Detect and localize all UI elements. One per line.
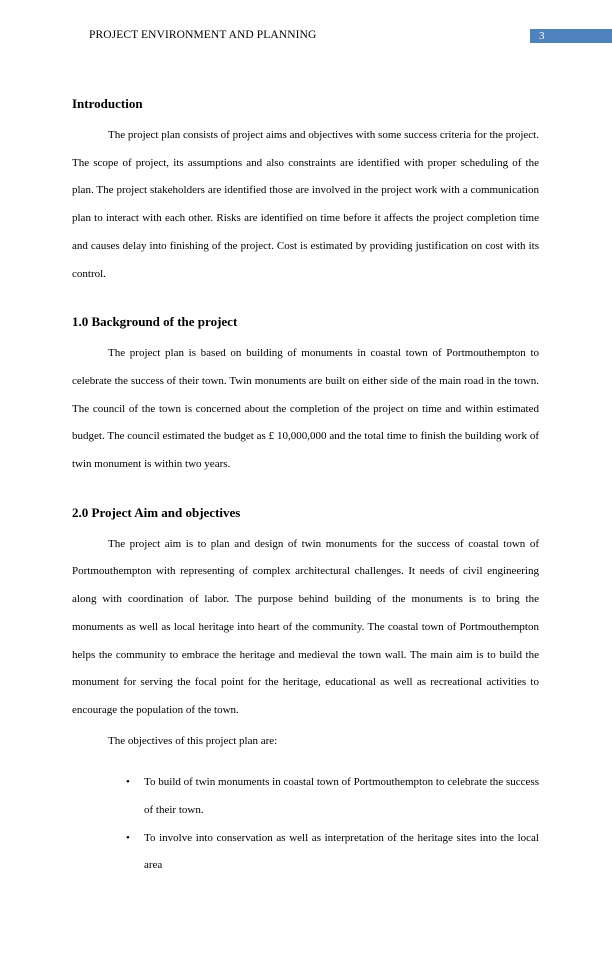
document-body: [72, 94, 539, 880]
bullet-icon: •: [126, 831, 130, 844]
aims-paragraph: The project aim is to plan and design of twin monuments for the success of coastal town of Portmouthempton with representing of complex architectural challenges. It needs of civil engineering along with coordination of labor. The purpose behind building of the monuments is to bring the monuments as well as local heritage into heart of the community. The coastal town of Portmouthempton helps the community to embrace the heritage and medieval the town wall. The main aim is to build the monument for serving the focal point for the heritage, educational as well as recreational activities to encourage the population of the town.: [72, 537, 539, 716]
background-heading: 1.0 Background of the project: [72, 314, 238, 330]
background-section: [72, 312, 539, 479]
page-number: 3: [530, 29, 612, 43]
list-item: [72, 825, 539, 880]
introduction-paragraph: The project plan consists of project aims and objectives with some success criteria for the project. The scope of project, its assumptions and also constraints are identified with proper scheduling of the plan. The project stakeholders are identified those are involved in the project work with a communication plan to interact with each other. Risks are identified on time before it affects the project completion time and causes delay into finishing of the project. Cost is estimated by providing justification on cost with its control.: [72, 129, 539, 280]
list-item: [72, 769, 539, 824]
introduction-section: [72, 94, 539, 288]
bullet-icon: •: [126, 776, 130, 789]
running-head: PROJECT ENVIRONMENT AND PLANNING: [89, 29, 317, 41]
aims-section: [72, 503, 539, 880]
objective-text: To involve into conservation as well as interpretation of the heritage sites into the local area: [144, 831, 539, 872]
objective-text: To build of twin monuments in coastal town of Portmouthempton to celebrate the success of their town.: [144, 776, 539, 817]
objectives-list: [72, 769, 539, 880]
introduction-heading: Introduction: [72, 96, 143, 111]
background-paragraph: The project plan is based on building of monuments in coastal town of Portmouthempton to celebrate the success of their town. Twin monuments are built on either side of the main road in the town. The council of the town is concerned about the completion of the project on time and within estimated budget. The council estimated the budget as £ 10,000,000 and the total time to finish the building work of twin monument is within two years.: [72, 347, 539, 471]
aims-heading: 2.0 Project Aim and objectives: [72, 504, 241, 520]
page-header: [0, 29, 612, 45]
objectives-intro: The objectives of this project plan are:: [108, 734, 278, 747]
